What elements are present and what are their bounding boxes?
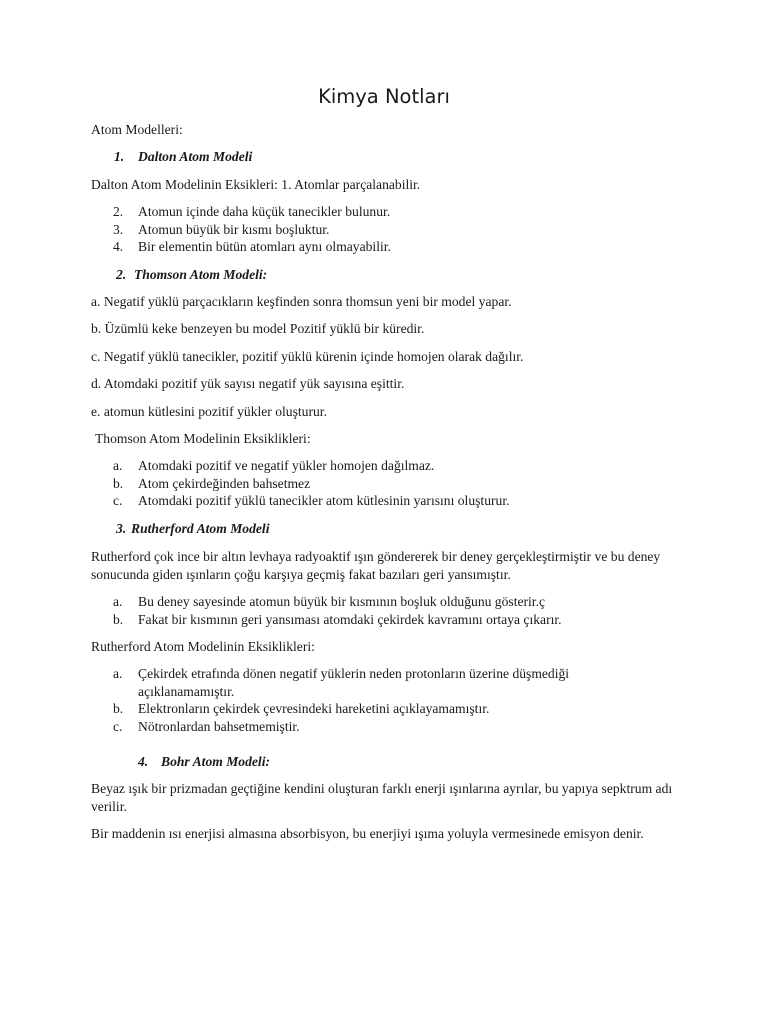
list-marker: 4. xyxy=(113,239,124,255)
list-item-text: Bir elementin bütün atomları aynı olmayabilir. xyxy=(138,239,391,255)
list-item-text: Atomun büyük bir kısmı boşluktur. xyxy=(138,221,330,237)
section-number: 3. xyxy=(116,521,127,536)
list-item xyxy=(91,593,681,611)
dalton-deficiency-list xyxy=(91,203,681,256)
list-marker: c. xyxy=(113,493,123,509)
section-title: Dalton Atom Modeli xyxy=(138,149,253,164)
list-item-text: Nötronlardan bahsetmemiştir. xyxy=(138,718,300,734)
section-heading-thomson xyxy=(116,266,267,284)
list-item xyxy=(91,718,681,736)
bohr-paragraph-2: Bir maddenin ısı enerjisi almasına absorbisyon, bu enerjiyi ışıma yoluyla vermesinede emisyon denir. xyxy=(91,826,644,841)
list-item xyxy=(91,492,681,510)
section-heading-bohr xyxy=(138,753,270,771)
intro-text: Atom Modelleri: xyxy=(91,122,183,137)
list-item xyxy=(91,457,681,475)
section-heading-dalton xyxy=(114,148,252,166)
section-title: Bohr Atom Modeli: xyxy=(161,754,271,769)
list-item xyxy=(91,221,681,239)
section-number: 1. xyxy=(114,149,125,164)
list-marker: a. xyxy=(113,458,123,473)
list-item-text: Elektronların çekirdek çevresindeki hareketini açıklayamamıştır. xyxy=(138,701,490,717)
section-title: Rutherford Atom Modeli xyxy=(131,521,270,536)
list-item xyxy=(91,238,681,256)
thomson-point-c: c. Negatif yüklü tanecikler, pozitif yüklü kürenin içinde homojen olarak dağılır. xyxy=(91,349,524,364)
thomson-point-b: b. Üzümlü keke benzeyen bu model Pozitif yüklü bir küredir. xyxy=(91,321,425,336)
list-item-text: Atomun içinde daha küçük tanecikler bulunur. xyxy=(138,204,391,219)
list-item-text: Atomdaki pozitif yüklü tanecikler atom kütlesinin yarısını oluşturur. xyxy=(138,493,510,509)
page-title: Kimya Notları xyxy=(318,85,450,108)
list-item xyxy=(91,475,681,493)
section-heading-rutherford xyxy=(116,520,269,538)
list-marker: b. xyxy=(113,611,124,627)
thomson-deficiency-list xyxy=(91,457,681,510)
list-item xyxy=(91,700,681,718)
dalton-deficiencies-intro: Dalton Atom Modelinin Eksikleri: 1. Atomlar parçalanabilir. xyxy=(91,177,421,192)
section-number: 2. xyxy=(116,267,127,282)
thomson-deficiencies-title: Thomson Atom Modelinin Eksiklikleri: xyxy=(95,431,311,446)
list-item-text: Atomdaki pozitif ve negatif yükler homojen dağılmaz. xyxy=(138,458,435,473)
bohr-paragraph-1: Beyaz ışık bir prizmadan geçtiğine kendini oluşturan farklı enerji ışınlarına ayrılar, bu yapıya sepktrum adı verilir. xyxy=(91,781,673,814)
list-item-text: Atom çekirdeğinden bahsetmez xyxy=(138,475,311,491)
list-item-text: Bu deney sayesinde atomun büyük bir kısmının boşluk olduğunu gösterir.ç xyxy=(138,594,546,609)
rutherford-paragraph: Rutherford çok ince bir altın levhaya radyoaktif ışın göndererek bir deney gerçekleştirmiştir ve bu deney sonucunda giden ışınların çoğu karşıya geçmiş fakat bazıları geri yansımıştır. xyxy=(91,549,661,582)
thomson-point-e: e. atomun kütlesini pozitif yükler oluşturur. xyxy=(91,404,327,419)
section-number: 4. xyxy=(138,754,149,769)
thomson-point-d: d. Atomdaki pozitif yük sayısı negatif yük sayısına eşittir. xyxy=(91,376,405,391)
list-marker: b. xyxy=(113,475,124,491)
list-marker: a. xyxy=(113,594,123,609)
list-marker: 2. xyxy=(113,204,124,219)
thomson-point-a: a. Negatif yüklü parçacıkların keşfinden sonra thomsun yeni bir model yapar. xyxy=(91,294,512,309)
list-item xyxy=(91,665,681,700)
list-item xyxy=(91,203,681,221)
rutherford-findings-list xyxy=(91,593,681,628)
list-item-text: Çekirdek etrafında dönen negatif yüklerin neden protonların üzerine düşmediği açıklanamamıştır. xyxy=(138,666,570,699)
rutherford-deficiencies-title: Rutherford Atom Modelinin Eksiklikleri: xyxy=(91,639,315,654)
list-marker: b. xyxy=(113,701,124,717)
list-item-text: Fakat bir kısmının geri yansıması atomdaki çekirdek kavramını ortaya çıkarır. xyxy=(138,611,562,627)
section-title: Thomson Atom Modeli: xyxy=(134,267,268,282)
list-marker: c. xyxy=(113,718,123,734)
list-item xyxy=(91,611,681,629)
list-marker: 3. xyxy=(113,221,124,237)
rutherford-deficiency-list xyxy=(91,665,681,735)
list-marker: a. xyxy=(113,666,123,681)
